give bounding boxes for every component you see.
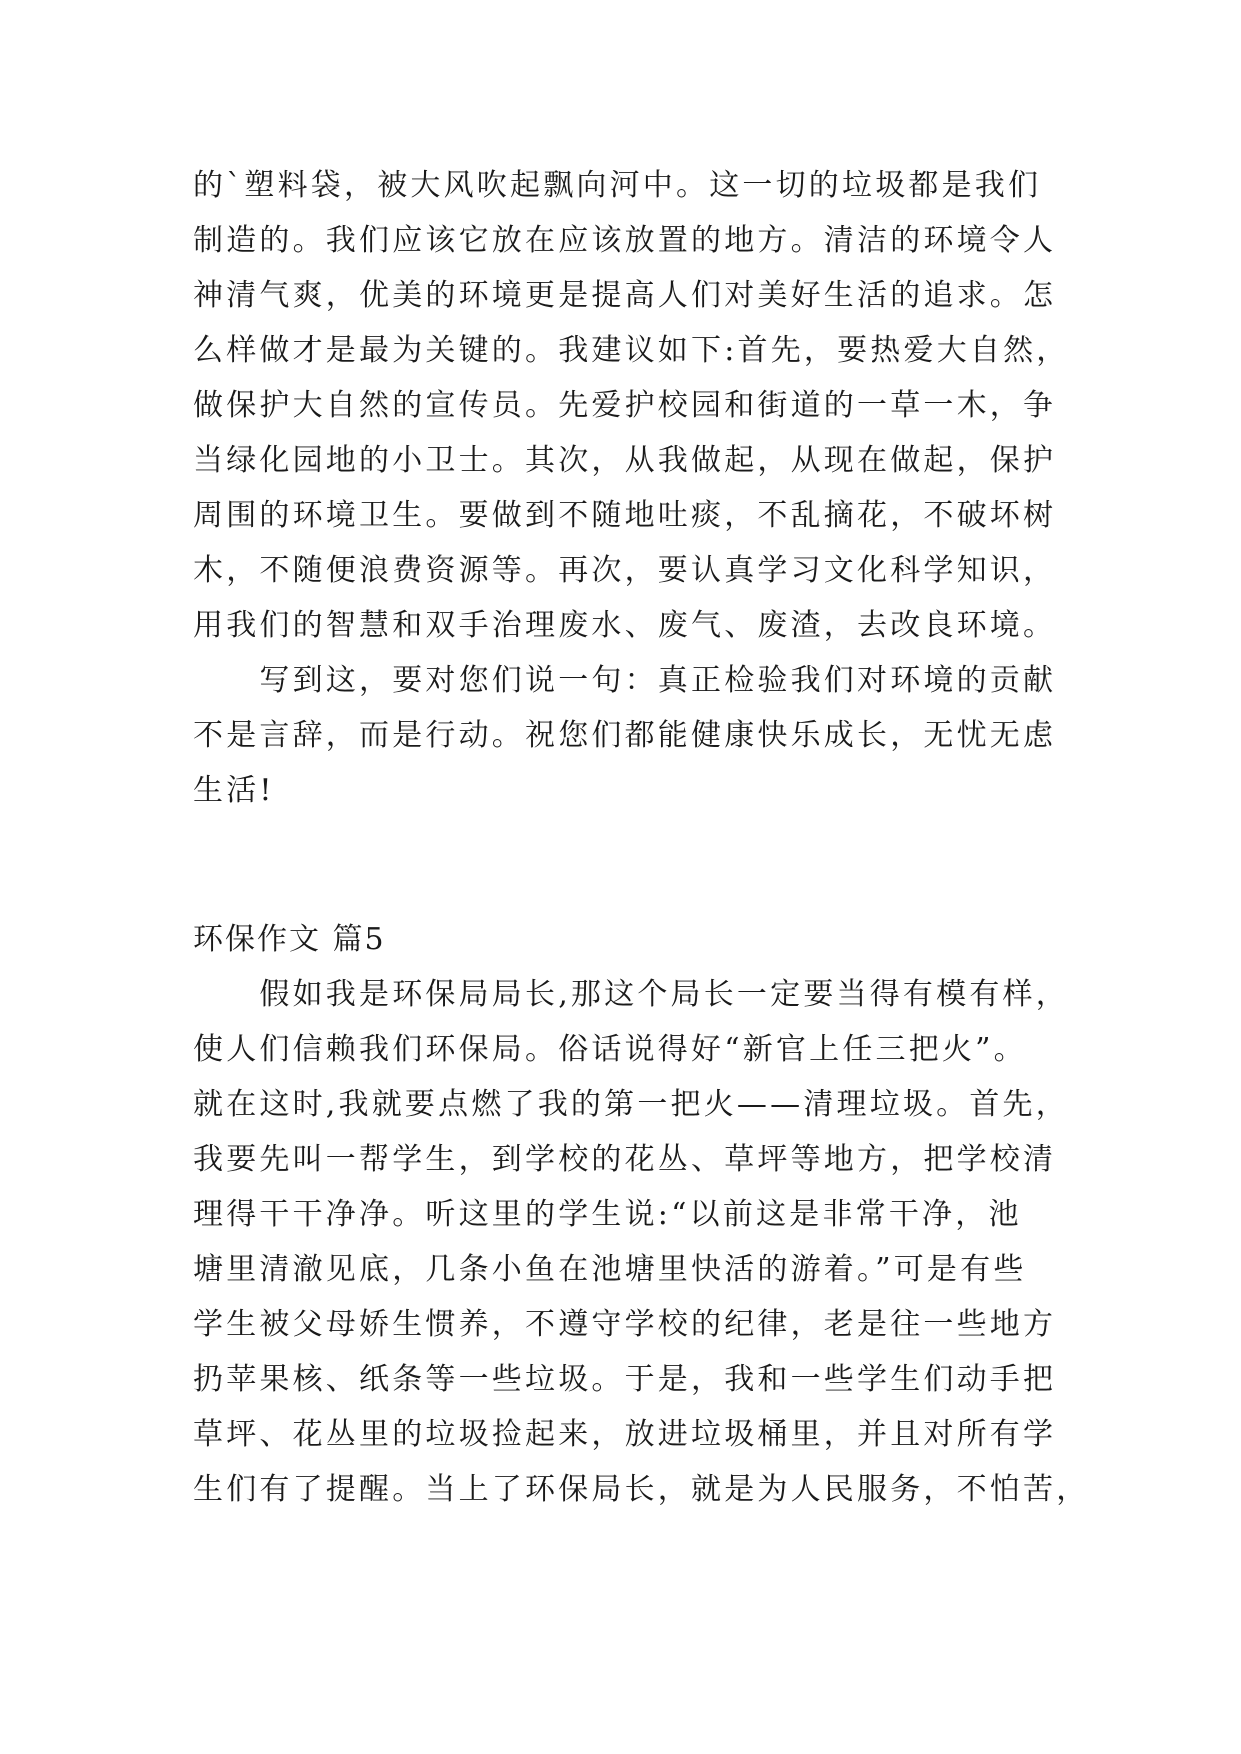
paragraph-line: 神清气爽，优美的环境更是提高人们对美好生活的追求。怎 xyxy=(193,278,1057,313)
paragraph-line: 生活! xyxy=(193,773,275,808)
paragraph-line: 么样做才是最为关键的。我建议如下:首先，要热爱大自然， xyxy=(193,333,1070,368)
paragraph-line: 做保护大自然的宣传员。先爱护校园和街道的一草一木，争 xyxy=(193,388,1057,423)
paragraph-line: 木，不随便浪费资源等。再次，要认真学习文化科学知识， xyxy=(193,553,1057,588)
paragraph-line: 就在这时,我就要点燃了我的第一把火——清理垃圾。首先， xyxy=(193,1087,1069,1122)
paragraph-line: 使人们信赖我们环保局。俗话说得好“新官上任三把火”。 xyxy=(193,1032,1027,1067)
paragraph-line: 假如我是环保局局长,那这个局长一定要当得有模有样， xyxy=(193,977,1069,1012)
section-title: 环保作文 篇5 xyxy=(193,922,386,957)
paragraph-line: 写到这，要对您们说一句：真正检验我们对环境的贡献 xyxy=(193,663,1057,698)
paragraph-line: 草坪、花丛里的垃圾捡起来，放进垃圾桶里，并且对所有学 xyxy=(193,1417,1057,1452)
paragraph-line: 我要先叫一帮学生，到学校的花丛、草坪等地方，把学校清 xyxy=(193,1142,1057,1177)
paragraph-line: 学生被父母娇生惯养，不遵守学校的纪律，老是往一些地方 xyxy=(193,1307,1057,1342)
paragraph-line: 理得干干净净。听这里的学生说:“以前这是非常干净，池 xyxy=(193,1197,1022,1232)
paragraph-line: 塘里清澈见底，几条小鱼在池塘里快活的游着。”可是有些 xyxy=(193,1252,1027,1287)
paragraph-line: 周围的环境卫生。要做到不随地吐痰，不乱摘花，不破坏树 xyxy=(193,498,1057,533)
paragraph-line: 的`塑料袋，被大风吹起飘向河中。这一切的垃圾都是我们 xyxy=(193,168,1042,203)
paragraph-line: 生们有了提醒。当上了环保局长，就是为人民服务，不怕苦， xyxy=(193,1472,1090,1507)
paragraph-line: 用我们的智慧和双手治理废水、废气、废渣，去改良环境。 xyxy=(193,608,1057,643)
paragraph-line: 不是言辞，而是行动。祝您们都能健康快乐成长，无忧无虑 xyxy=(193,718,1057,753)
paragraph-line: 扔苹果核、纸条等一些垃圾。于是，我和一些学生们动手把 xyxy=(193,1362,1057,1397)
paragraph-line: 当绿化园地的小卫士。其次，从我做起，从现在做起，保护 xyxy=(193,443,1057,478)
paragraph-line: 制造的。我们应该它放在应该放置的地方。清洁的环境令人 xyxy=(193,223,1057,258)
